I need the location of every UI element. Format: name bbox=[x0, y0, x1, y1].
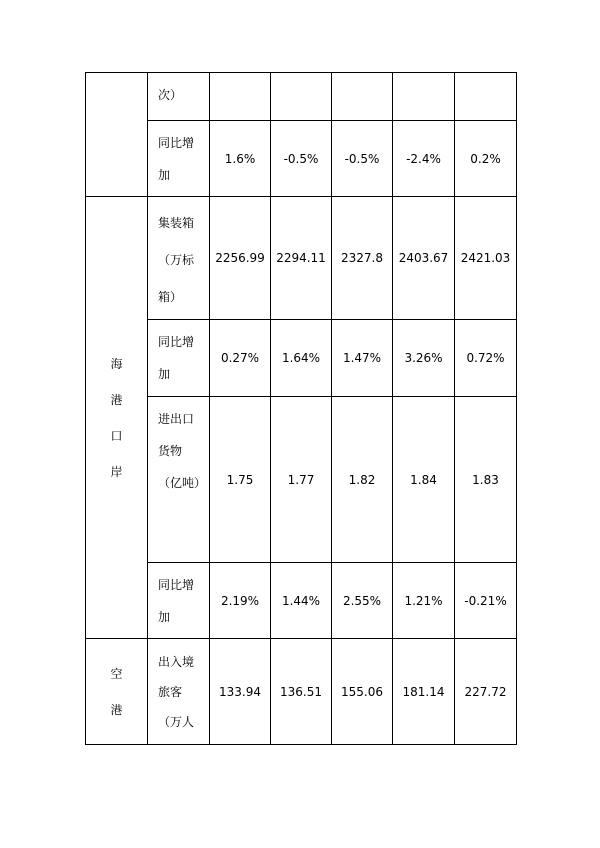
metric-label-cell bbox=[148, 397, 210, 563]
value-cell: 3.26% bbox=[393, 320, 455, 397]
value-cell: 181.14 bbox=[393, 639, 455, 745]
table-row bbox=[86, 73, 517, 121]
value-cell bbox=[271, 73, 332, 121]
region-char: 港 bbox=[110, 392, 123, 407]
value-cell: -0.21% bbox=[455, 563, 517, 639]
region-cell-previous bbox=[86, 73, 148, 197]
value-cell: 1.75 bbox=[210, 397, 271, 563]
region-char: 海 bbox=[110, 356, 123, 371]
value-cell bbox=[455, 73, 517, 121]
value-cell: 2403.67 bbox=[393, 197, 455, 320]
region-cell-seaport bbox=[86, 197, 148, 639]
value-cell: 2.55% bbox=[332, 563, 393, 639]
value-cell: 1.83 bbox=[455, 397, 517, 563]
metric-label-cell bbox=[148, 320, 210, 397]
value-cell: -0.5% bbox=[332, 121, 393, 197]
region-char: 岸 bbox=[110, 464, 123, 479]
metric-label-cell bbox=[148, 639, 210, 745]
value-cell: 136.51 bbox=[271, 639, 332, 745]
table-row bbox=[86, 197, 517, 320]
value-cell: 1.64% bbox=[271, 320, 332, 397]
metric-label-line: （万人 bbox=[158, 715, 195, 729]
metric-label-line: （亿吨） bbox=[158, 476, 207, 490]
value-cell: 1.44% bbox=[271, 563, 332, 639]
metric-label-line: 次） bbox=[158, 88, 183, 102]
value-cell: 2256.99 bbox=[210, 197, 271, 320]
value-cell: 133.94 bbox=[210, 639, 271, 745]
value-cell bbox=[393, 73, 455, 121]
region-char: 港 bbox=[110, 702, 123, 717]
metric-label-cell bbox=[148, 73, 210, 121]
table-row bbox=[86, 320, 517, 397]
value-cell: 0.27% bbox=[210, 320, 271, 397]
value-cell: 1.82 bbox=[332, 397, 393, 563]
metric-label-line: 加 bbox=[158, 610, 171, 624]
table-row bbox=[86, 397, 517, 563]
value-cell bbox=[210, 73, 271, 121]
value-cell: 1.84 bbox=[393, 397, 455, 563]
value-cell: 1.6% bbox=[210, 121, 271, 197]
metric-label-cell bbox=[148, 563, 210, 639]
value-cell: 227.72 bbox=[455, 639, 517, 745]
metric-label-line: 货物 bbox=[158, 444, 183, 458]
metric-label-line: 出入境 bbox=[158, 655, 195, 669]
region-char: 空 bbox=[110, 666, 123, 681]
value-cell: -0.5% bbox=[271, 121, 332, 197]
value-cell: 1.77 bbox=[271, 397, 332, 563]
table-row bbox=[86, 639, 517, 745]
metric-label-line: 箱） bbox=[158, 290, 183, 304]
table-row bbox=[86, 121, 517, 197]
table-row bbox=[86, 563, 517, 639]
port-statistics-table bbox=[85, 72, 517, 745]
metric-label-line: 旅客 bbox=[158, 685, 183, 699]
value-cell: 2421.03 bbox=[455, 197, 517, 320]
value-cell: 1.21% bbox=[393, 563, 455, 639]
value-cell: -2.4% bbox=[393, 121, 455, 197]
region-cell-airport bbox=[86, 639, 148, 745]
value-cell: 155.06 bbox=[332, 639, 393, 745]
value-cell: 0.2% bbox=[455, 121, 517, 197]
metric-label-line: 同比增 bbox=[158, 136, 195, 150]
metric-label-line: （万标 bbox=[158, 253, 195, 267]
value-cell: 0.72% bbox=[455, 320, 517, 397]
metric-label-line: 集装箱 bbox=[158, 216, 195, 230]
metric-label-line: 同比增 bbox=[158, 335, 195, 349]
metric-label-line: 进出口 bbox=[158, 412, 195, 426]
value-cell: 1.47% bbox=[332, 320, 393, 397]
value-cell bbox=[332, 73, 393, 121]
metric-label-line: 同比增 bbox=[158, 578, 195, 592]
metric-label-line: 加 bbox=[158, 367, 171, 381]
metric-label-cell bbox=[148, 121, 210, 197]
value-cell: 2.19% bbox=[210, 563, 271, 639]
value-cell: 2327.8 bbox=[332, 197, 393, 320]
metric-label-cell bbox=[148, 197, 210, 320]
region-char: 口 bbox=[110, 428, 123, 443]
value-cell: 2294.11 bbox=[271, 197, 332, 320]
metric-label-line: 加 bbox=[158, 168, 171, 182]
